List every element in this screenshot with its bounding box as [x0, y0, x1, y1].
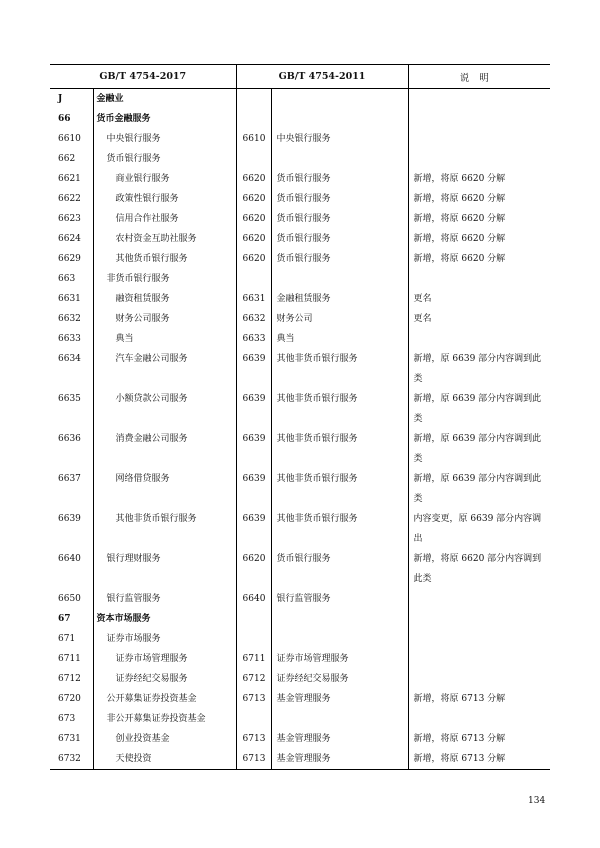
name-2011: [271, 609, 408, 629]
table-row: [50, 629, 550, 649]
name-2017-text: 财务公司服务: [115, 314, 170, 324]
table-row: [50, 289, 550, 309]
table-row: [50, 149, 550, 169]
code-2017: 6635: [58, 394, 81, 404]
note: 新增，原 6639 部分内容调到此类: [408, 389, 550, 429]
name-2017-text: 商业银行服务: [115, 174, 170, 184]
name-2017: [93, 109, 236, 129]
code-2017: 6712: [58, 674, 81, 684]
note: [408, 589, 550, 609]
name-2017: [93, 469, 236, 509]
code-2017: 6650: [58, 594, 81, 604]
header-note: 说明: [408, 65, 550, 89]
code-2017: 6639: [58, 514, 81, 524]
name-2017: [93, 389, 236, 429]
note: [408, 129, 550, 149]
name-2017-text: 银行理财服务: [106, 554, 161, 564]
table-row: [50, 469, 550, 509]
name-2017: [93, 329, 236, 349]
name-2011: 货币银行服务: [271, 189, 408, 209]
note: 新增，原 6639 部分内容调到此类: [408, 429, 550, 469]
code-2017: 6632: [58, 314, 81, 324]
note: [408, 109, 550, 129]
code-2011: 6639: [236, 469, 271, 509]
table-row: [50, 349, 550, 389]
name-2017-text: 其他非货币银行服务: [115, 514, 197, 524]
note: [408, 649, 550, 669]
name-2017-text: 非公开募集证券投资基金: [106, 714, 206, 724]
note: 新增，原 6639 部分内容调到此类: [408, 349, 550, 389]
code-2011: 6713: [236, 749, 271, 770]
code-2011: 6639: [236, 349, 271, 389]
name-2011: [271, 709, 408, 729]
name-2017-text: 中央银行服务: [106, 134, 161, 144]
name-2017-text: 证券经纪交易服务: [115, 674, 188, 684]
note: 新增，将原 6620 分解: [408, 169, 550, 189]
code-2011: 6620: [236, 189, 271, 209]
name-2017-text: 非货币银行服务: [106, 274, 170, 284]
note: 新增，将原 6620 分解: [408, 229, 550, 249]
note: 更名: [408, 309, 550, 329]
table-row: [50, 229, 550, 249]
code-2017: 6622: [58, 194, 81, 204]
name-2011: 货币银行服务: [271, 229, 408, 249]
name-2017-text: 货币金融服务: [96, 114, 151, 124]
table-row: [50, 209, 550, 229]
code-2011: 6639: [236, 509, 271, 549]
table-row: [50, 609, 550, 629]
name-2011: 财务公司: [271, 309, 408, 329]
code-2017: 663: [58, 274, 76, 284]
table-row: [50, 589, 550, 609]
table-row: [50, 729, 550, 749]
table-row: [50, 749, 550, 770]
note: 更名: [408, 289, 550, 309]
name-2011: 中央银行服务: [271, 129, 408, 149]
name-2017: [93, 189, 236, 209]
table-row: [50, 389, 550, 429]
name-2011: 其他非货币银行服务: [271, 429, 408, 469]
name-2017-text: 其他货币银行服务: [115, 254, 188, 264]
name-2017-text: 金融业: [96, 94, 124, 104]
code-2011: 6620: [236, 249, 271, 269]
code-2011: 6620: [236, 169, 271, 189]
code-2011: 6620: [236, 549, 271, 589]
name-2017: [93, 609, 236, 629]
name-2011: [271, 269, 408, 289]
note: 新增，原 6639 部分内容调到此类: [408, 469, 550, 509]
note: 新增，将原 6620 部分内容调到此类: [408, 549, 550, 589]
name-2017-text: 货币银行服务: [106, 154, 161, 164]
name-2017-text: 信用合作社服务: [115, 214, 179, 224]
code-2017: 6633: [58, 334, 81, 344]
table-row: [50, 549, 550, 589]
table-row: [50, 509, 550, 549]
table-row: [50, 309, 550, 329]
table-row: [50, 709, 550, 729]
name-2017: [93, 709, 236, 729]
code-2017: 67: [58, 614, 71, 624]
name-2017: [93, 509, 236, 549]
note: 新增，将原 6620 分解: [408, 249, 550, 269]
name-2017: [93, 589, 236, 609]
code-2017: 66: [58, 114, 71, 124]
note: [408, 609, 550, 629]
name-2011: [271, 149, 408, 169]
name-2017: [93, 209, 236, 229]
table-header-row: [50, 65, 550, 89]
name-2011: 货币银行服务: [271, 249, 408, 269]
code-2011: 6632: [236, 309, 271, 329]
note: [408, 149, 550, 169]
name-2017: [93, 89, 236, 110]
table-body: [50, 89, 550, 770]
name-2011: 基金管理服务: [271, 749, 408, 770]
code-2017: 6640: [58, 554, 81, 564]
name-2017-text: 消费金融公司服务: [115, 434, 188, 444]
name-2017-text: 证券市场管理服务: [115, 654, 188, 664]
code-2011: 6610: [236, 129, 271, 149]
name-2011: 其他非货币银行服务: [271, 349, 408, 389]
code-2017: 6610: [58, 134, 81, 144]
code-2011: 6713: [236, 729, 271, 749]
note: 新增，将原 6713 分解: [408, 749, 550, 770]
table-row: [50, 109, 550, 129]
note: 新增，将原 6713 分解: [408, 689, 550, 709]
note: [408, 669, 550, 689]
name-2011: [271, 629, 408, 649]
code-2011: 6633: [236, 329, 271, 349]
name-2011: 货币银行服务: [271, 169, 408, 189]
name-2017-text: 证券市场服务: [106, 634, 161, 644]
note: 新增，将原 6620 分解: [408, 209, 550, 229]
code-2017: 6631: [58, 294, 81, 304]
name-2017-text: 创业投资基金: [115, 734, 170, 744]
code-2011: [236, 629, 271, 649]
code-2017: 6720: [58, 694, 81, 704]
name-2011: 典当: [271, 329, 408, 349]
table-row: [50, 429, 550, 469]
table-row: [50, 89, 550, 110]
name-2017: [93, 149, 236, 169]
name-2017: [93, 289, 236, 309]
code-2011: [236, 609, 271, 629]
note: [408, 629, 550, 649]
name-2017: [93, 129, 236, 149]
note: 内容变更，原 6639 部分内容调出: [408, 509, 550, 549]
code-2017: 6731: [58, 734, 81, 744]
code-2017: 662: [58, 154, 76, 164]
table-row: [50, 689, 550, 709]
code-2017: 6624: [58, 234, 81, 244]
name-2017-text: 政策性银行服务: [115, 194, 179, 204]
name-2017: [93, 229, 236, 249]
code-2017: 673: [58, 714, 76, 724]
table-row: [50, 129, 550, 149]
classification-table: [50, 64, 550, 770]
code-2011: [236, 709, 271, 729]
name-2017-text: 汽车金融公司服务: [115, 354, 188, 364]
name-2017: [93, 749, 236, 770]
table-row: [50, 649, 550, 669]
note: [408, 709, 550, 729]
code-2011: 6639: [236, 429, 271, 469]
code-2017: J: [58, 94, 63, 104]
header-gb2017: GB/T 4754-2017: [50, 65, 236, 89]
code-2017: 6621: [58, 174, 81, 184]
name-2017-text: 资本市场服务: [96, 614, 151, 624]
code-2011: 6713: [236, 689, 271, 709]
name-2017-text: 公开募集证券投资基金: [106, 694, 197, 704]
name-2017: [93, 629, 236, 649]
table-row: [50, 269, 550, 289]
note: [408, 329, 550, 349]
code-2011: [236, 89, 271, 110]
table-row: [50, 249, 550, 269]
code-2011: [236, 109, 271, 129]
code-2011: 6631: [236, 289, 271, 309]
name-2011: [271, 109, 408, 129]
name-2017-text: 天使投资: [115, 754, 152, 764]
note: 新增，将原 6620 分解: [408, 189, 550, 209]
name-2017-text: 典当: [115, 334, 134, 344]
name-2017-text: 小额贷款公司服务: [115, 394, 188, 404]
name-2011: 其他非货币银行服务: [271, 509, 408, 549]
name-2017-text: 银行监管服务: [106, 594, 161, 604]
name-2011: 基金管理服务: [271, 729, 408, 749]
name-2017: [93, 429, 236, 469]
name-2011: 其他非货币银行服务: [271, 389, 408, 429]
name-2017-text: 网络借贷服务: [115, 474, 170, 484]
name-2011: 货币银行服务: [271, 209, 408, 229]
code-2011: 6620: [236, 209, 271, 229]
code-2011: 6639: [236, 389, 271, 429]
code-2017: 6711: [58, 654, 81, 664]
name-2017-text: 农村资金互助社服务: [115, 234, 197, 244]
note: 新增，将原 6713 分解: [408, 729, 550, 749]
name-2017: [93, 549, 236, 589]
name-2017: [93, 729, 236, 749]
name-2017: [93, 349, 236, 389]
name-2011: 货币银行服务: [271, 549, 408, 589]
name-2011: [271, 89, 408, 110]
code-2017: 6636: [58, 434, 81, 444]
table-row: [50, 169, 550, 189]
code-2011: [236, 269, 271, 289]
code-2011: 6712: [236, 669, 271, 689]
name-2017: [93, 689, 236, 709]
name-2011: 银行监管服务: [271, 589, 408, 609]
code-2017: 6634: [58, 354, 81, 364]
table-row: [50, 329, 550, 349]
header-gb2011: GB/T 4754-2011: [236, 65, 408, 89]
code-2011: [236, 149, 271, 169]
code-2011: 6640: [236, 589, 271, 609]
name-2017: [93, 669, 236, 689]
name-2011: 其他非货币银行服务: [271, 469, 408, 509]
name-2011: 金融租赁服务: [271, 289, 408, 309]
code-2017: 6623: [58, 214, 81, 224]
code-2011: 6711: [236, 649, 271, 669]
page-number: 134: [528, 796, 546, 806]
table-row: [50, 189, 550, 209]
code-2017: 6732: [50, 749, 93, 770]
name-2011: 证券经纪交易服务: [271, 669, 408, 689]
name-2017-text: 融资租赁服务: [115, 294, 170, 304]
name-2017: [93, 249, 236, 269]
note: [408, 89, 550, 110]
name-2011: 证券市场管理服务: [271, 649, 408, 669]
code-2017: 6629: [58, 254, 81, 264]
name-2017: [93, 649, 236, 669]
code-2017: 6637: [58, 474, 81, 484]
code-2017: 671: [58, 634, 76, 644]
table-row: [50, 669, 550, 689]
code-2011: 6620: [236, 229, 271, 249]
name-2017: [93, 269, 236, 289]
name-2017: [93, 309, 236, 329]
note: [408, 269, 550, 289]
name-2017: [93, 169, 236, 189]
name-2011: 基金管理服务: [271, 689, 408, 709]
